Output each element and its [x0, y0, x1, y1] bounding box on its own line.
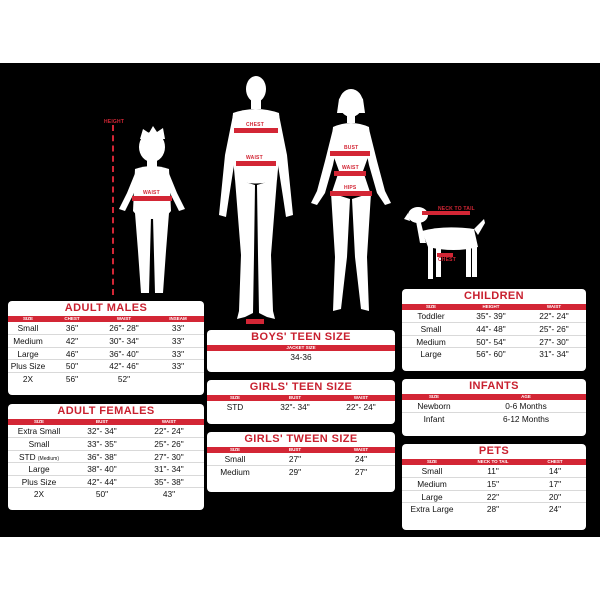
table-cell: 33" [171, 323, 185, 333]
woman-bust-ribbon [330, 151, 370, 156]
table-body [402, 400, 586, 425]
table-cell: Small [17, 323, 39, 333]
col-header: SIZE [229, 447, 240, 452]
table-cell: 20" [548, 491, 562, 502]
table-cell: 22" [486, 491, 500, 502]
table-cell: Medium [220, 467, 250, 478]
table-cell: 35"- 38" [154, 476, 184, 487]
col-header: SIZE [22, 316, 33, 321]
table-row [8, 487, 204, 499]
woman-figure [305, 87, 397, 319]
table-cell: 31"- 34" [154, 464, 184, 475]
table-row [207, 453, 395, 465]
card-title: ADULT MALES [64, 302, 148, 314]
table-cell: Newborn [417, 401, 451, 411]
col-header: AGE [521, 394, 531, 399]
table-row [8, 322, 204, 334]
size-chart-panel [0, 63, 600, 537]
table-row [402, 400, 586, 412]
card-title: PETS [478, 445, 510, 457]
col-header: CHEST [64, 316, 80, 321]
table-cell: Plus Size [10, 361, 46, 372]
dog-chest-label: CHEST [438, 257, 456, 263]
child-figure [105, 121, 200, 301]
table-cell: 27" [288, 454, 302, 464]
col-header: SIZE [33, 419, 44, 424]
man-figure [215, 75, 297, 331]
col-header: WAIST [116, 316, 132, 321]
table-cell: 27" [354, 467, 368, 478]
col-header: NECK TO TAIL [477, 459, 509, 464]
col-header: WAIST [353, 395, 369, 400]
child-waist-ribbon [132, 196, 172, 201]
table-cell: 32"- 34" [87, 426, 117, 436]
table-cell: Small [421, 466, 443, 476]
girls-teen-card [207, 380, 395, 424]
table-body [402, 310, 586, 360]
table-cell: Small [28, 439, 50, 450]
woman-hips-label: HIPS [344, 185, 357, 191]
table-cell: 42"- 44" [87, 476, 117, 487]
table-row [8, 462, 204, 474]
table-cell: 36" [65, 323, 79, 333]
table-cell: 14" [548, 466, 562, 476]
man-chest-ribbon [234, 128, 278, 133]
table-cell: Large [28, 464, 50, 475]
table-cell: 30"- 34" [109, 336, 139, 347]
table-body [402, 465, 586, 515]
table-body [207, 351, 395, 363]
woman-waist-label: WAIST [342, 165, 359, 171]
table-cell: 28" [486, 504, 500, 515]
table-cell: STD [226, 402, 244, 412]
table-cell: 36"- 38" [87, 451, 117, 462]
table-cell: 50" [95, 488, 109, 499]
adult-females-card [8, 404, 204, 510]
height-measure-line [112, 125, 114, 295]
table-cell [152, 373, 204, 384]
col-header: SIZE [428, 394, 439, 399]
table-cell: 22"- 24" [539, 311, 569, 321]
table-cell: 42" [65, 336, 79, 347]
man-waist-ribbon [236, 161, 276, 166]
table-cell: 11" [487, 466, 499, 476]
table-cell: Medium [417, 479, 447, 490]
table-row [8, 437, 204, 449]
table-row [8, 475, 204, 487]
table-cell: 31"- 34" [539, 349, 569, 360]
table-cell: 27"- 30" [539, 336, 569, 347]
card-title: GIRLS' TEEN SIZE [249, 381, 353, 393]
table-cell: Small [224, 454, 246, 464]
table-cell: 24" [354, 454, 368, 464]
col-header: BUST [288, 395, 302, 400]
table-cell: 56" [65, 373, 79, 384]
boys-teen-card [207, 330, 395, 372]
man-waist-label: WAIST [246, 155, 263, 161]
table-cell: 34-36 [290, 352, 312, 362]
table-cell: Large [420, 349, 442, 360]
table-body [8, 322, 204, 384]
col-header: SIZE [425, 304, 436, 309]
table-cell: 33" [171, 361, 185, 372]
table-row [8, 347, 204, 359]
card-title: ADULT FEMALES [57, 405, 155, 417]
table-row [8, 450, 204, 462]
card-title: CHILDREN [463, 290, 525, 302]
infants-card [402, 379, 586, 436]
col-header: JACKET SIZE [286, 345, 316, 350]
table-row [402, 335, 586, 347]
table-cell: Extra Large [410, 504, 454, 515]
table-cell: Medium [13, 336, 43, 347]
table-row [402, 490, 586, 502]
table-row [207, 465, 395, 477]
table-cell: 52" [117, 373, 131, 384]
table-cell: 22"- 24" [346, 402, 376, 412]
table-cell: Small [420, 324, 442, 335]
col-header: BUST [95, 419, 109, 424]
dog-neck-label: NECK TO TAIL [438, 206, 475, 212]
table-cell: 42"- 46" [109, 361, 139, 372]
table-cell: 38"- 40" [87, 464, 117, 475]
card-title: INFANTS [469, 380, 519, 392]
children-card [402, 289, 586, 371]
col-header: WAIST [353, 447, 369, 452]
adult-males-card [8, 301, 204, 395]
table-cell: 25"- 26" [154, 439, 184, 450]
table-cell: 17" [548, 479, 562, 490]
table-cell: 33"- 35" [87, 439, 117, 450]
table-cell: 2X [33, 488, 45, 499]
table-cell: 24" [548, 504, 562, 515]
table-cell: Large [421, 491, 443, 502]
col-header: HEIGHT [482, 304, 500, 309]
table-row [8, 359, 204, 371]
table-body [207, 401, 395, 413]
table-row [402, 310, 586, 322]
col-header: WAIST [546, 304, 562, 309]
table-cell: 46" [65, 348, 79, 359]
size-label: STD [18, 451, 36, 462]
girls-tween-card [207, 432, 395, 492]
table-cell: 50" [65, 361, 79, 372]
man-inseam-ribbon [246, 319, 264, 324]
col-header: SIZE [426, 459, 437, 464]
table-row [8, 334, 204, 346]
table-cell: 35"- 39" [476, 311, 506, 321]
table-cell: Extra Small [17, 426, 61, 436]
table-cell: 36"- 40" [109, 348, 139, 359]
table-row [207, 351, 395, 363]
child-waist-label: WAIST [143, 190, 160, 196]
table-cell: 6-12 Months [502, 414, 550, 425]
table-row [402, 322, 586, 334]
size-note: (Medium) [37, 455, 60, 462]
table-row [402, 465, 586, 477]
table-cell: 33" [171, 336, 185, 347]
table-body [207, 453, 395, 478]
table-cell: 27"- 30" [154, 451, 184, 462]
table-cell: 26"- 28" [109, 323, 139, 333]
table-row [402, 412, 586, 424]
table-cell: 2X [22, 373, 34, 384]
man-chest-label: CHEST [246, 122, 264, 128]
table-cell: Plus Size [21, 476, 57, 487]
table-cell: Toddler [417, 311, 445, 321]
woman-bust-label: BUST [344, 145, 359, 151]
table-cell: 43" [162, 488, 176, 499]
table-cell: 15" [486, 479, 500, 490]
card-title: GIRLS' TWEEN SIZE [244, 433, 358, 445]
table-row [402, 347, 586, 359]
table-body [8, 425, 204, 499]
col-header: INSEAM [169, 316, 187, 321]
child-height-label: HEIGHT [104, 119, 125, 125]
table-cell [8, 451, 70, 462]
table-row [402, 477, 586, 489]
table-cell: Large [17, 348, 39, 359]
woman-waist-ribbon [334, 171, 366, 176]
table-row [8, 372, 204, 384]
table-cell: 29" [288, 467, 302, 478]
table-cell: 32"- 34" [280, 402, 310, 412]
pets-card [402, 444, 586, 530]
table-row [402, 502, 586, 514]
table-cell: 56"- 60" [476, 349, 506, 360]
col-header: WAIST [161, 419, 177, 424]
table-row [8, 425, 204, 437]
table-cell: 33" [171, 348, 185, 359]
table-cell: 0-6 Months [505, 401, 547, 411]
col-header: CHEST [547, 459, 563, 464]
table-cell: 44"- 48" [476, 324, 506, 335]
col-header: BUST [288, 447, 302, 452]
card-title: BOYS' TEEN SIZE [251, 331, 351, 343]
col-header: SIZE [229, 395, 240, 400]
table-cell: 25"- 26" [539, 324, 569, 335]
table-cell: 22"- 24" [154, 426, 184, 436]
table-row [207, 401, 395, 413]
table-cell: Medium [416, 336, 446, 347]
table-cell: 50"- 54" [476, 336, 506, 347]
table-cell: Infant [423, 414, 445, 425]
woman-hips-ribbon [330, 191, 372, 196]
